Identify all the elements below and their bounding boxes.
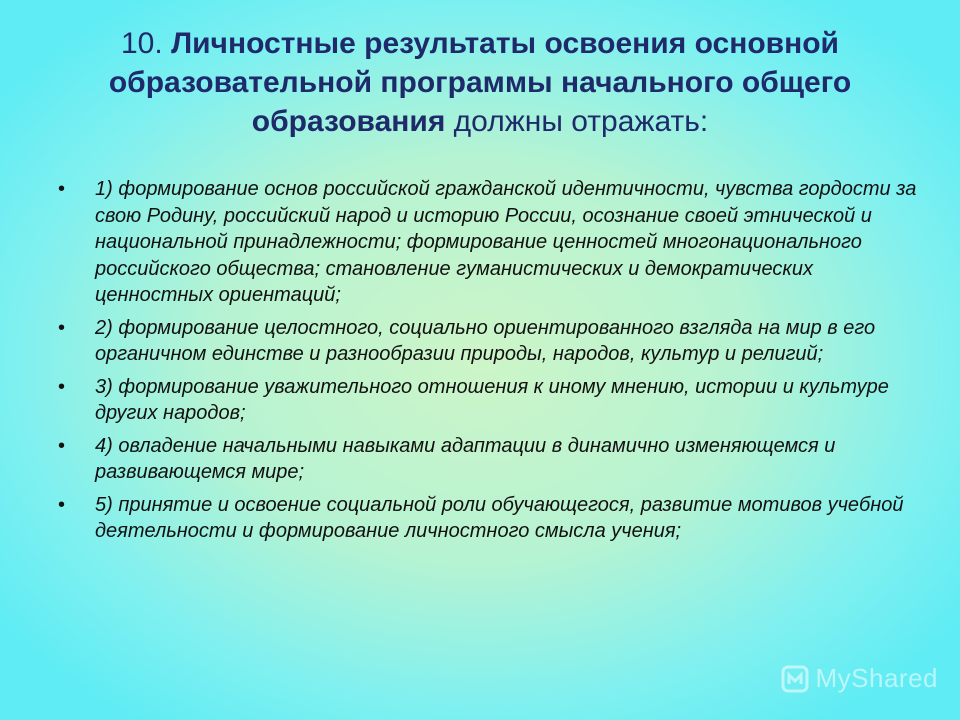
bullet-icon: •	[58, 316, 66, 339]
list-item	[58, 433, 918, 486]
myshared-logo-icon	[780, 664, 810, 694]
slide-title	[60, 24, 900, 141]
list-item-text: 5) принятие и освоение социальной роли обучающегося, развитие мотивов учебной деятельности и формирование личностного смысла учения;	[95, 493, 904, 542]
list-item	[58, 176, 918, 309]
list-item	[58, 315, 918, 368]
list-item-text: 4) овладение начальными навыками адаптации в динамично изменяющемся и развивающемся мире;	[95, 434, 836, 483]
bullet-icon: •	[58, 434, 66, 457]
title-bold: Личностные результаты освоения основной образовательной программы начального общего образования	[108, 27, 852, 138]
bullet-list	[58, 176, 918, 551]
list-item-text: 2) формирование целостного, социально ориентированного взгляда на мир в его органичном единстве и разнообразии природы, народов, культур и религий;	[95, 316, 876, 365]
list-item-text: 1) формирование основ российской гражданской идентичности, чувства гордости за свою Родину, российский народ и историю России, осознание своей этнической и национальной принадлежности; формирование ценностей многонационального российского общества; становление гуманистических и демократических ценностных ориентаций;	[95, 178, 917, 306]
bullet-icon: •	[58, 375, 66, 398]
list-item	[58, 374, 918, 427]
title-rest: должны отражать:	[453, 105, 709, 138]
list-item-text: 3) формирование уважительного отношения к иному мнению, истории и культуре других народов;	[95, 375, 889, 424]
list-item	[58, 492, 918, 545]
title-number: 10.	[121, 27, 163, 60]
bullet-icon: •	[58, 178, 66, 200]
watermark	[780, 663, 939, 694]
bullet-icon: •	[58, 493, 66, 516]
watermark-text: MyShared	[815, 663, 938, 693]
